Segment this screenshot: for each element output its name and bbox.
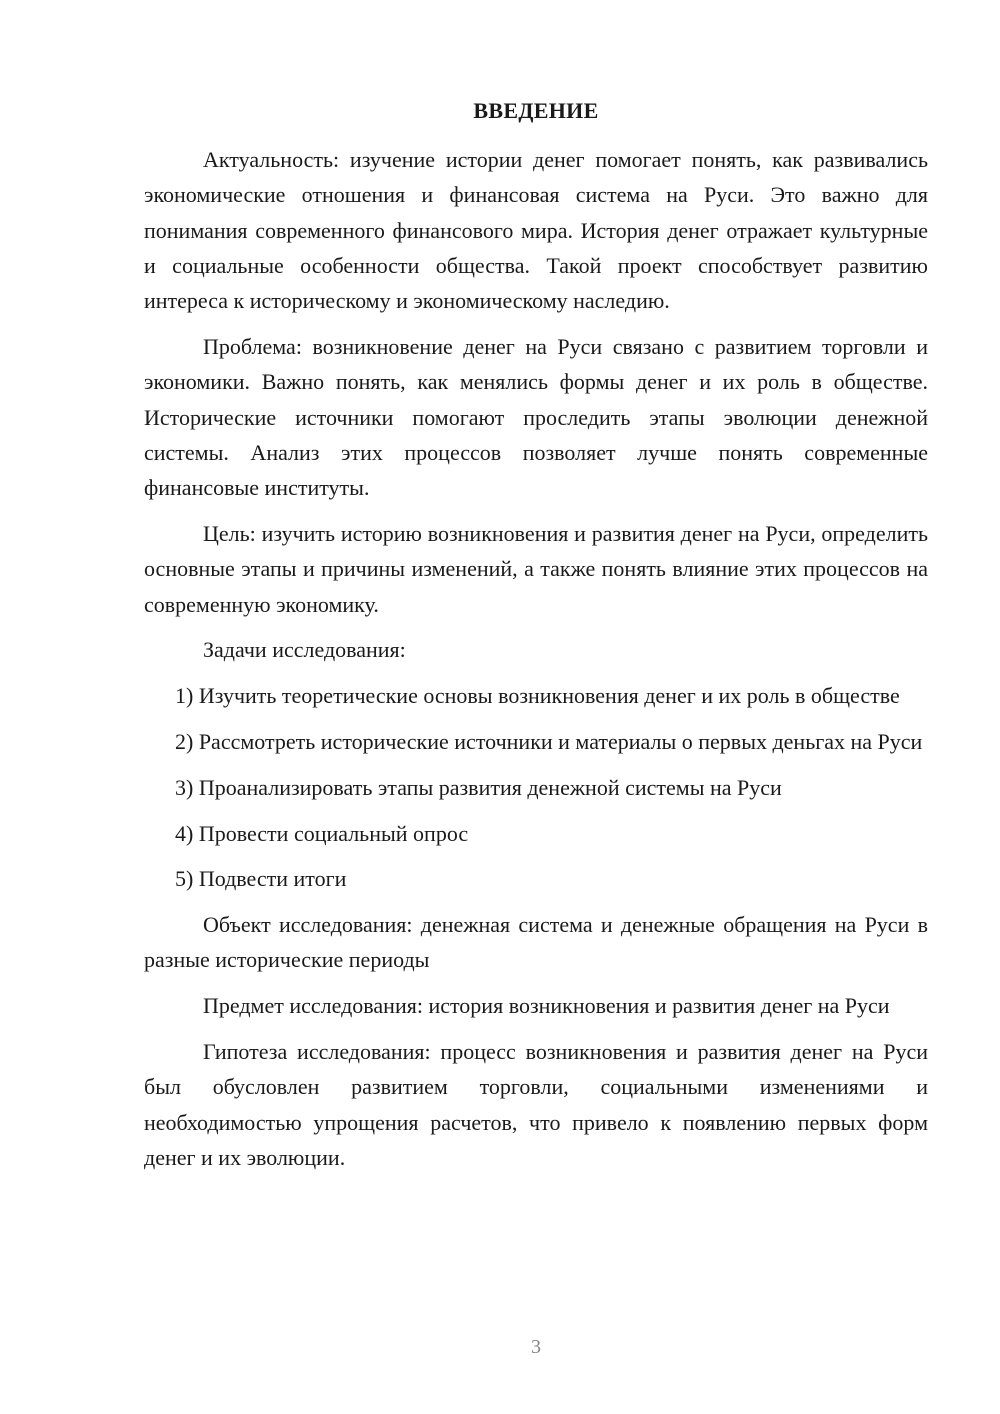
paragraph-hypothesis: Гипотеза исследования: процесс возникновения и развития денег на Руси был обусловлен развитием торговли, социальными изменениями и необходимостью упрощения расчетов, что привело к появлению первых форм денег и их эволюции. <box>144 1039 928 1170</box>
task-item-1: 1) Изучить теоретические основы возникновения денег и их роль в обществе <box>175 683 900 709</box>
paragraph-object: Объект исследования: денежная система и денежные обращения на Руси в разные исторические периоды <box>144 912 928 973</box>
paragraph-relevance: Актуальность: изучение истории денег помогает понять, как развивались экономические отношения и финансовая система на Руси. Это важно для понимания современного финансового мира. История денег отражает культурные и социальные особенности общества. Такой проект способствует развитию интереса к историческому и экономическому наследию. <box>144 147 928 314</box>
task-item-2: 2) Рассмотреть исторические источники и материалы о первых деньгах на Руси <box>175 728 923 754</box>
tasks-heading: Задачи исследования: <box>203 637 406 663</box>
task-item-4: 4) Провести социальный опрос <box>175 820 469 846</box>
paragraph-subject: Предмет исследования: история возникновения и развития денег на Руси <box>203 993 890 1019</box>
task-item-3: 3) Проанализировать этапы развития денежной системы на Руси <box>175 774 782 800</box>
paragraph-goal: Цель: изучить историю возникновения и развития денег на Руси, определить основные этапы и причины изменений, а также понять влияние этих процессов на современную экономику. <box>144 520 928 617</box>
document-body <box>144 142 928 1186</box>
section-heading: ВВЕДЕНИЕ <box>473 98 599 123</box>
task-item-5: 5) Подвести итоги <box>175 866 347 892</box>
page-number: 3 <box>531 1336 541 1358</box>
paragraph-problem: Проблема: возникновение денег на Руси связано с развитием торговли и экономики. Важно понять, как менялись формы денег и их роль в обществе. Исторические источники помогают проследить этапы эволюции денежной системы. Анализ этих процессов позволяет лучше понять современные финансовые институты. <box>144 333 928 501</box>
